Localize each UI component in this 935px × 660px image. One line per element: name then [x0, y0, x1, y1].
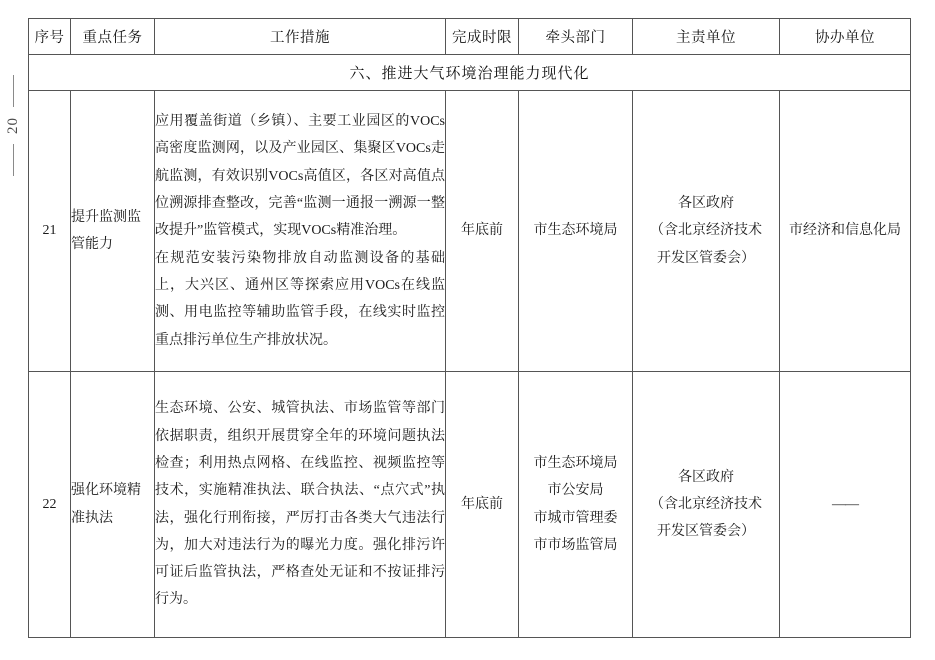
- cell-measure: [155, 91, 446, 372]
- measure-paragraph: 生态环境、公安、城管执法、市场监管等部门依据职责，组织开展贯穿全年的环境问题执法检查；利用热点网格、在线监控、视频监控等技术，实施精准执法、联合执法、“点穴式”执法，强化行刑衔接，严厉打击各类大气违法行为，加大对违法行为的曝光力度。强化排污许可证后监管执法，严格查处无证和不按证排污行为。: [155, 401, 445, 608]
- table-row: [29, 372, 911, 638]
- cell-task: 提升监测监管能力: [71, 91, 155, 372]
- cell-seq: 21: [29, 91, 71, 372]
- table-header-row: [29, 19, 911, 55]
- cell-deadline: 年底前: [446, 372, 519, 638]
- cell-assist-unit: [780, 372, 911, 638]
- column-header-deadline: 完成时限: [446, 19, 519, 55]
- column-header-assist: 协办单位: [780, 19, 911, 55]
- page-margin-marker: [0, 40, 26, 210]
- column-header-measure: 工作措施: [155, 19, 446, 55]
- cell-measure: [155, 372, 446, 638]
- cell-task: 强化环境精准执法: [71, 372, 155, 638]
- lead-line: 市公安局: [547, 483, 604, 499]
- cell-deadline: 年底前: [446, 91, 519, 372]
- lead-line: 市市场监管局: [533, 537, 618, 553]
- column-header-seq: 序号: [29, 19, 71, 55]
- cell-main-unit: [633, 372, 780, 638]
- cell-main-unit: [633, 91, 780, 372]
- main-unit-line: 各区政府: [678, 196, 734, 212]
- lead-line: 市生态环境局: [533, 455, 618, 471]
- task-schedule-table: [28, 18, 911, 638]
- margin-rule-bottom: [13, 144, 14, 176]
- main-unit-line: （含北京经济技术: [650, 496, 762, 512]
- cell-seq: 22: [29, 372, 71, 638]
- cell-lead: [519, 91, 633, 372]
- main-unit-line: 各区政府: [678, 469, 734, 485]
- lead-line: 市城市管理委: [533, 510, 618, 526]
- table-row: [29, 91, 911, 372]
- measure-paragraph: 应用覆盖街道（乡镇）、主要工业园区的VOCs高密度监测网，以及产业园区、集聚区VOCs走航监测，有效识别VOCs高值区，各区对高值点位溯源排查整改，完善“监测一通报一溯源一整改提升”监管模式，实现VOCs精准治理。: [155, 114, 445, 239]
- main-unit-line: （含北京经济技术: [650, 223, 762, 239]
- section-title: 六、推进大气环境治理能力现代化: [29, 55, 911, 91]
- column-header-task: 重点任务: [71, 19, 155, 55]
- column-header-lead: 牵头部门: [519, 19, 633, 55]
- measure-paragraph: 在规范安装污染物排放自动监测设备的基础上，大兴区、通州区等探索应用VOCs在线监测、用电监控等辅助监管手段，在线实时监控重点排污单位生产排放状况。: [155, 250, 445, 348]
- lead-line: 市生态环境局: [533, 223, 618, 239]
- main-unit-line: 开发区管委会）: [657, 250, 755, 266]
- assist-unit-line: ——: [832, 496, 858, 512]
- cell-lead: [519, 372, 633, 638]
- cell-assist-unit: [780, 91, 911, 372]
- section-banner-row: [29, 55, 911, 91]
- column-header-main: 主责单位: [633, 19, 780, 55]
- page-number: 20: [4, 116, 21, 134]
- assist-unit-line: 市经济和信息化局: [789, 223, 901, 239]
- main-unit-line: 开发区管委会）: [657, 524, 755, 540]
- margin-rule-top: [13, 75, 14, 107]
